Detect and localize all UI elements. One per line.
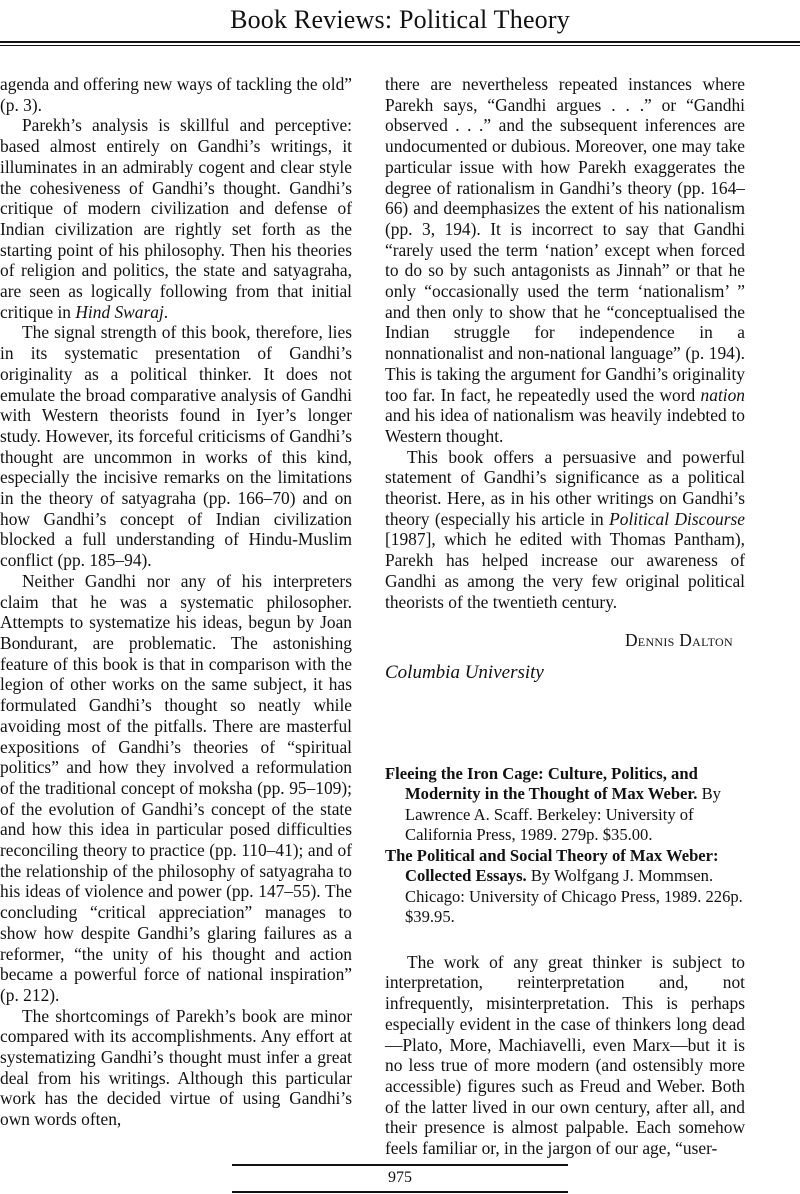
- paragraph: there are nevertheless repeated instances where Parekh says, “Gandhi argues . . .” or “Gandhi observed . . .” and the subsequent inferences are undocumented or dubious. Moreover, one may take particular issue with how Parekh exaggerates the degree of rationalism in Gandhi’s theory (pp. 164–66) and deemphasizes the extent of his nationalism (pp. 3, 194). It is incorrect to say that Gandhi “rarely used the term ‘nation’ except when forced to do so by such antagonists as Jinnah” or that he only “occasionally used the term ‘nationalism’ ” and then only to show that he “conceptualised the Indian struggle for independence in a nonnationalist and non-national language” (p. 194). This is taking the argument for Gandhi’s originality too far. In fact, he repeatedly used the word nation and his idea of nationalism was heavily indebted to Western thought.: [385, 74, 745, 446]
- review-body: [385, 952, 745, 1159]
- footer-rule-top: [232, 1164, 568, 1166]
- book-title: The Political and Social Theory of Max Weber: Collected Essays.: [385, 845, 719, 886]
- journal-title-italic: Political Discourse: [609, 508, 745, 529]
- page-number: 975: [388, 1169, 412, 1186]
- book-entry: [385, 846, 745, 928]
- books-reviewed: [385, 764, 745, 928]
- book-details: By Wolfgang J. Mommsen. Chicago: University of Chicago Press, 1989. 226p. $39.95.: [405, 866, 743, 927]
- paragraph: This book offers a persuasive and powerful statement of Gandhi’s significance as a political theorist. Here, as in his other writings on Gandhi’s theory (especially his article in Political Discourse [1987], which he edited with Thomas Pantham), Parekh has helped increase our awareness of Gandhi as among the very few original political theorists of the twentieth century.: [385, 446, 745, 612]
- footer-rule-bottom: [232, 1191, 568, 1193]
- paragraph: The shortcomings of Parekh’s book are minor compared with its accomplishments. Any effort at systematizing Gandhi’s thought must infer a great deal from his writings. Although this particular work has the decided virtue of using Gandhi’s own words often,: [0, 1005, 352, 1130]
- reviewer-affiliation: Columbia University: [385, 661, 544, 683]
- header-rule-bottom: [0, 45, 800, 46]
- running-header: Book Reviews: Political Theory: [230, 5, 570, 34]
- header-rule-top: [0, 41, 800, 43]
- book-title-italic: Hind Swaraj: [75, 301, 164, 322]
- paragraph: The signal strength of this book, therefore, lies in its systematic presentation of Gandhi’s originality as a political thinker. It does not emulate the broad comparative analysis of Gandhi with Western theorists found in Iyer’s longer study. However, its forceful criticisms of Gandhi’s thought are uncommon in works of this kind, especially the incisive remarks on the limitations in the theory of satyagraha (pp. 166–70) and on how Gandhi’s concept of Indian civilization blocked a full understanding of Hindu-Muslim conflict (pp. 185–94).: [0, 322, 352, 571]
- paragraph: agenda and offering new ways of tackling the old” (p. 3).: [0, 74, 352, 115]
- book-title: Fleeing the Iron Cage: Culture, Politics, and Modernity in the Thought of Max Weber.: [385, 763, 698, 804]
- emphasis-italic: nation: [700, 384, 745, 405]
- paragraph: Parekh’s analysis is skillful and perceptive: based almost entirely on Gandhi’s writings, it illuminates in an admirably cogent and clear style the cohesiveness of Gandhi’s thought. Gandhi’s critique of modern civilization and defense of Indian civilization are rightly set forth as the starting point of his philosophy. Then his theories of religion and politics, the state and satyagraha, are seen as logically following from that initial critique in Hind Swaraj.: [0, 115, 352, 322]
- paragraph: The work of any great thinker is subject to interpretation, reinterpretation and, not infrequently, misinterpretation. This is perhaps especially evident in the case of thinkers long dead—Plato, More, Machiavelli, even Marx—but it is no less true of more modern (and ostensibly more accessible) figures such as Freud and Weber. Both of the latter lived in our own century, after all, and their presence is almost palpable. Each somehow feels familiar or, in the jargon of our age, “user-: [385, 951, 745, 1159]
- reviewer-name: Dennis Dalton: [624, 630, 733, 651]
- paragraph: Neither Gandhi nor any of his interpreters claim that he was a systematic philosopher. Attempts to systematize his ideas, begun by Joan Bondurant, are problematic. The astonishing feature of this book is that in comparison with the legion of other works on the same subject, it has formulated Gandhi’s thought so neatly while avoiding most of the pitfalls. There are masterful expositions of Gandhi’s theories of “spiritual politics” and how they involved a reformulation of the traditional concept of moksha (pp. 95–109); of the evolution of Gandhi’s concept of the state and how this idea in particular posed difficulties reconciling theory to practice (pp. 110–41); and of the relationship of the philosophy of satyagraha to his ideas of violence and power (pp. 147–55). The concluding “critical appreciation” manages to show how despite Gandhi’s glaring failures as a reformer, “the unity of his thought and action became a powerful force of national inspiration” (p. 212).: [0, 570, 352, 1005]
- right-column: [385, 74, 745, 1159]
- book-entry: [385, 764, 745, 846]
- left-column: [0, 74, 352, 1130]
- book-details: By Lawrence A. Scaff. Berkeley: University of California Press, 1989. 279p. $35.00.: [405, 784, 721, 845]
